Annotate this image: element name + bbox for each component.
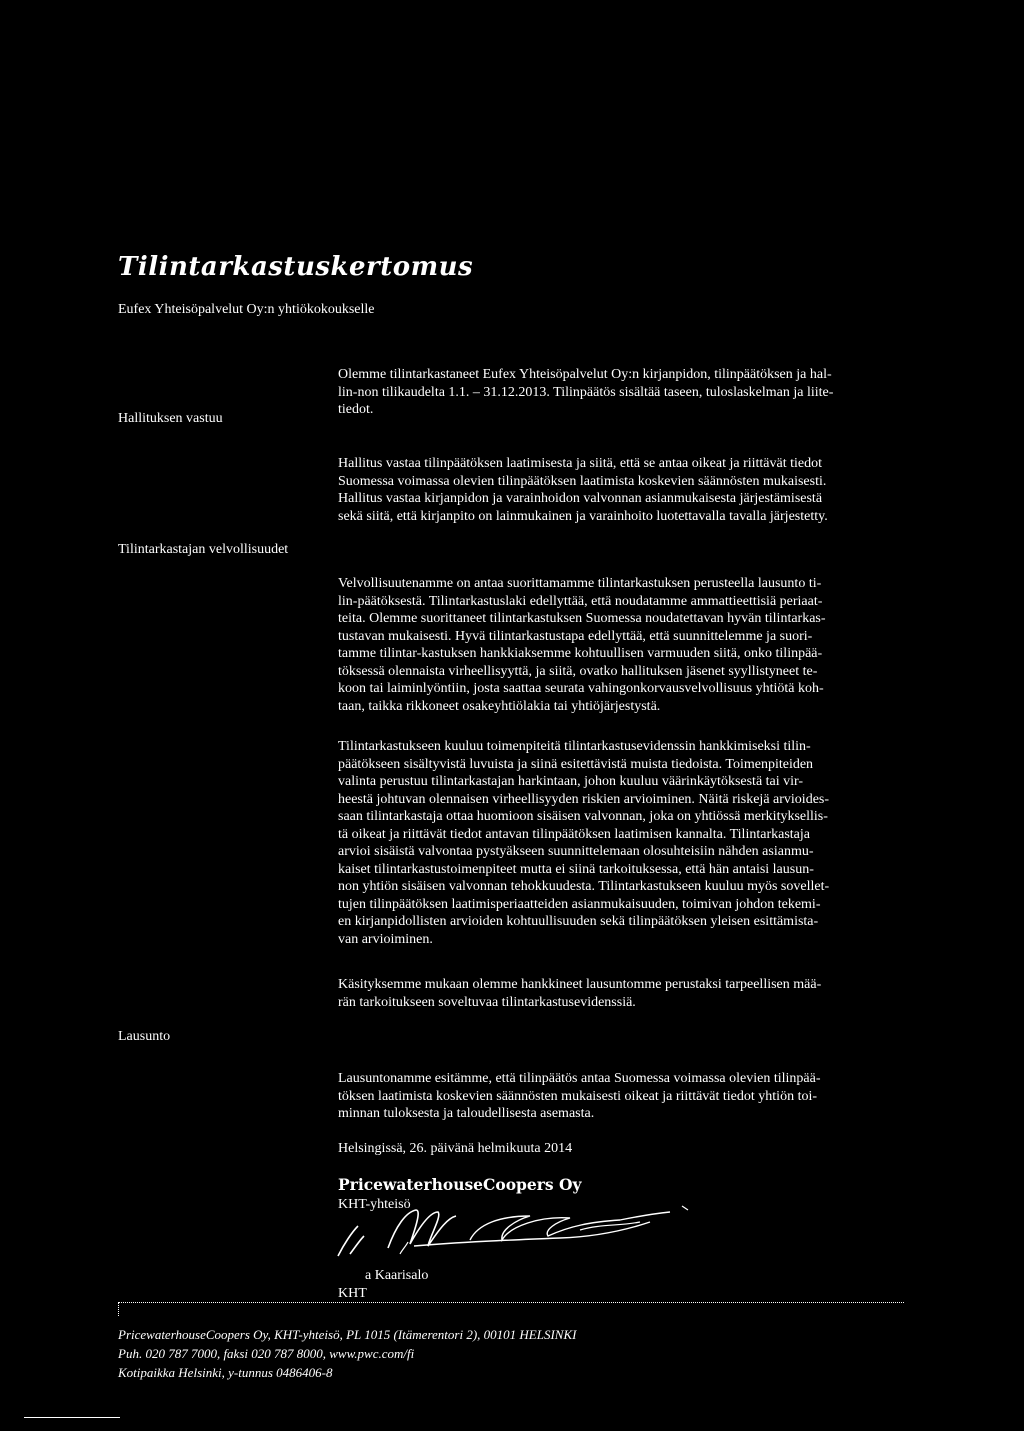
section-heading-opinion: Lausunto	[118, 1029, 171, 1044]
recipient-line: Eufex Yhteisöpalvelut Oy:n yhtiökokoukselle	[118, 302, 375, 317]
signature-firm: PricewaterhouseCoopers Oy	[338, 1175, 582, 1194]
footer-line-contact: Puh. 020 787 7000, faksi 020 787 8000, www.pwc.com/fi	[118, 1346, 415, 1361]
intro-paragraph: Olemme tilintarkastaneet Eufex Yhteisöpalvelut Oy:n kirjanpidon, tilinpäätöksen ja hal- lin-non tilikaudelta 1.1. – 31.12.2013. Tilinpäätös sisältää taseen, tuloslaskelman ja liite- tiedot.	[338, 367, 834, 417]
opinion-paragraph: Lausuntonamme esitämme, että tilinpäätös antaa Suomessa voimassa olevien tilinpää- töksen laatimista koskevien säännösten mukaisesti oikeat ja riittävät tiedot yhtiön toi- minnan tuloksesta ja taloudellisesta asemasta.	[338, 1071, 821, 1121]
signer-title: KHT	[338, 1286, 367, 1301]
document-title: Tilintarkastuskertomus	[118, 252, 474, 282]
footer-divider	[118, 1302, 904, 1303]
page-bottom-rule	[24, 1417, 120, 1418]
section-heading-board-responsibility: Hallituksen vastuu	[118, 411, 223, 426]
auditor-responsibility-paragraph-1: Velvollisuutenamme on antaa suorittamamme tilintarkastuksen perusteella lausunto ti- lin-päätöksestä. Tilintarkastuslaki edellyttää, että noudatamme ammattieettisiä periaat- teita. Olemme suorittaneet tilintarkastuksen Suomessa noudatettavan hyvän tilintarkas- tustavan mukaisesti. Hyvä tilintarkastustapa edellyttää, että suunnittelemme ja suori- tamme tilintar-kastuksen hankkiaksemme kohtuullisen varmuuden siitä, onko tilinpää- töksessä olennaista virheellisyyttä, ja siitä, ovatko hallituksen jäsenet syyllistyneet te- koon tai laiminlyöntiin, josta saattaa seurata vahingonkorvausvelvollisuus yhtiötä koh- taan, taikka rikkoneet osakeyhtiölakia tai yhtiöjärjestystä.	[338, 576, 826, 714]
handwritten-signature	[330, 1196, 700, 1266]
board-responsibility-paragraph: Hallitus vastaa tilinpäätöksen laatimisesta ja siitä, että se antaa oikeat ja riittävät tiedot Suomessa voimassa olevien tilinpäätöksen laatimista koskevien säännösten mukaisesti. Hallitus vastaa kirjanpidon ja varainhoidon valvonnan asianmukaisesta järjestämisestä sekä siitä, että kirjanpito on lainmukainen ja varainhoito luotettavalla tavalla järjestetty.	[338, 456, 828, 524]
signer-name: a Kaarisalo	[365, 1268, 429, 1283]
footer-line-registration: Kotipaikka Helsinki, y-tunnus 0486406-8	[118, 1365, 333, 1380]
auditor-responsibility-paragraph-2: Tilintarkastukseen kuuluu toimenpiteitä tilintarkastusevidenssin hankkimiseksi tilin- päätökseen sisältyvistä luvuista ja siinä esitettävistä muista tiedoista. Toimenpiteiden valinta perustuu tilintarkastajan harkintaan, johon kuuluu väärinkäytöksestä tai vir- heestä johtuvan olennaisen virheellisyyden riskien arvioiminen. Näitä riskejä arvioides- saan tilintarkastaja ottaa huomioon sisäisen valvonnan, joka on yhtiössä merkityksellis- tä oikeat ja riittävät tiedot antavan tilinpäätöksen laatimisen kannalta. Tilintarkastaja arvioi sisäistä valvontaa pystyäkseen suunnittelemaan olosuhteisiin nähden asianmu- kaiset tilintarkastustoimenpiteet mutta ei siinä tarkoituksessa, että hän antaisi lausun- non yhtiön sisäisen valvonnan tehokkuudesta. Tilintarkastukseen kuuluu myös sovellet- tujen tilinpäätöksen laatimisperiaatteiden asianmukaisuuden, toimivan johdon tekemi- en kirjanpidollisten arvioiden kohtuullisuuden sekä tilinpäätöksen yleisen esittämista- van arvioiminen.	[338, 739, 830, 947]
place-date: Helsingissä, 26. päivänä helmikuuta 2014	[338, 1141, 573, 1156]
footer-line-address: PricewaterhouseCoopers Oy, KHT-yhteisö, PL 1015 (Itämerentori 2), 00101 HELSINKI	[118, 1327, 577, 1342]
section-heading-auditor-responsibility: Tilintarkastajan velvollisuudet	[118, 542, 289, 557]
signature-firm-type: KHT-yhteisö	[338, 1197, 411, 1212]
footer-divider-corner	[118, 1302, 119, 1316]
auditor-responsibility-paragraph-3: Käsityksemme mukaan olemme hankkineet lausuntomme perustaksi tarpeellisen mää- rän tarkoitukseen soveltuvaa tilintarkastusevidenssiä.	[338, 977, 822, 1010]
